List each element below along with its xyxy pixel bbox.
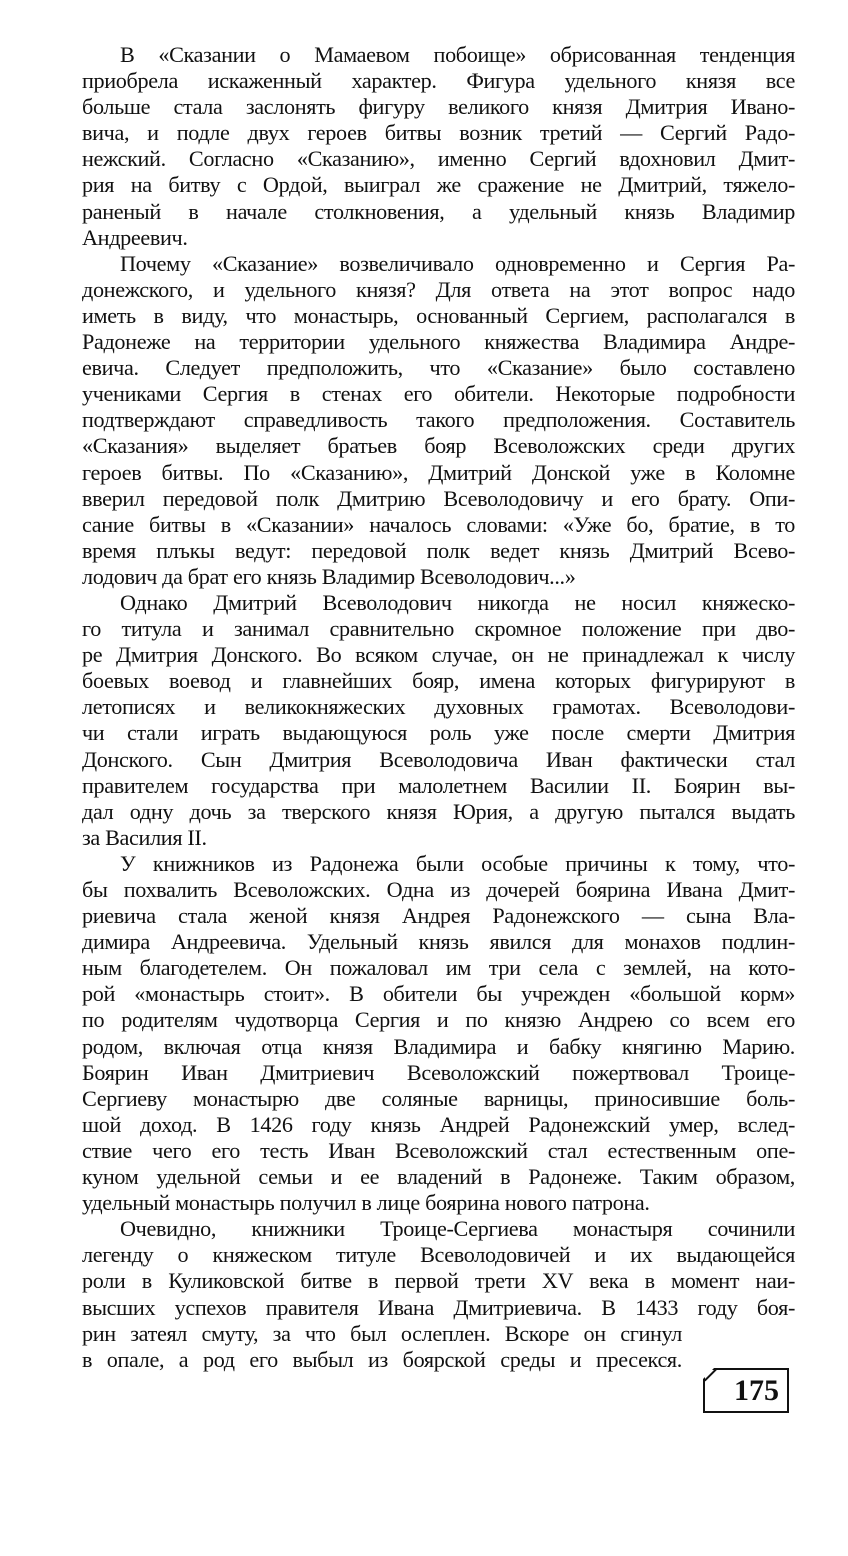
text-line: риевича стала женой князя Андрея Радонежского — сына Вла- xyxy=(82,903,795,929)
paragraph-5 xyxy=(82,1216,795,1373)
paragraph-3 xyxy=(82,590,795,851)
text-line: ре Дмитрия Донского. Во всяком случае, он не принадлежал к числу xyxy=(82,642,795,668)
text-line: «Сказания» выделяет братьев бояр Всеволожских среди других xyxy=(82,433,795,459)
text-line: рин затеял смуту, за что был ослеплен. Вскоре он сгинул xyxy=(82,1320,682,1346)
text-line: иметь в виду, что монастырь, основанный Сергием, располагался в xyxy=(82,302,795,328)
text-line: Донского. Сын Дмитрия Всеволодовича Иван фактически стал xyxy=(82,746,795,772)
text-line: удельный монастырь получил в лице боярина нового патрона. xyxy=(82,1190,650,1216)
text-line: шой доход. В 1426 году князь Андрей Радонежский умер, вслед- xyxy=(82,1111,795,1137)
text-line: Однако Дмитрий Всеволодович никогда не носил княжеско- xyxy=(120,589,795,615)
text-line: вича, и подле двух героев битвы возник третий — Сергий Радо- xyxy=(82,120,795,146)
text-line: в опале, а род его выбыл из боярской среды и пресекся. xyxy=(82,1346,682,1372)
text-line: по родителям чудотворца Сергия и по князю Андрею со всем его xyxy=(82,1007,795,1033)
text-line: чи стали играть выдающуюся роль уже после смерти Дмитрия xyxy=(82,720,795,746)
text-line: подтверждают справедливость такого предположения. Составитель xyxy=(82,407,795,433)
text-line: Почему «Сказание» возвеличивало одновременно и Сергия Ра- xyxy=(120,250,795,276)
text-line: нежский. Согласно «Сказанию», именно Сергий вдохновил Дмит- xyxy=(82,146,795,172)
text-line: ствие чего его тесть Иван Всеволожский стал естественным опе- xyxy=(82,1137,795,1163)
text-line: высших успехов правителя Ивана Дмитриевича. В 1433 году боя- xyxy=(82,1294,795,1320)
text-line: родом, включая отца князя Владимира и бабку княгиню Марию. xyxy=(82,1033,795,1059)
text-line: летописях и великокняжеских духовных грамотах. Всеволодови- xyxy=(82,694,795,720)
text-line: димира Андреевича. Удельный князь явился для монахов подлин- xyxy=(82,929,795,955)
page-number-box xyxy=(703,1368,789,1413)
text-line: У книжников из Радонежа были особые причины к тому, что- xyxy=(120,850,795,876)
text-line: В «Сказании о Мамаевом побоище» обрисованная тенденция xyxy=(120,42,795,67)
text-line: время плъкы ведут: передовой полк ведет князь Дмитрий Всево- xyxy=(82,537,795,563)
text-line: лодович да брат его князь Владимир Всеволодович...» xyxy=(82,563,576,589)
text-line: рой «монастырь стоит». В обители бы учрежден «большой корм» xyxy=(82,981,795,1007)
text-line: донежского, и удельного князя? Для ответа на этот вопрос надо xyxy=(82,276,795,302)
text-line: роли в Куликовской битве в первой трети XV века в момент наи- xyxy=(82,1268,795,1294)
text-line: бы похвалить Всеволожских. Одна из дочерей боярина Ивана Дмит- xyxy=(82,877,795,902)
text-line: евича. Следует предположить, что «Сказание» было составлено xyxy=(82,355,795,381)
text-line: за Василия II. xyxy=(82,824,207,850)
text-line: Радонеже на территории удельного княжества Владимира Андре- xyxy=(82,329,795,355)
text-line: дал одну дочь за тверского князя Юрия, а другую пытался выдать xyxy=(82,798,795,824)
paragraph-1 xyxy=(82,42,795,251)
text-line: сание битвы в «Сказании» началось словами: «Уже бо, братие, в то xyxy=(82,511,795,537)
text-line: рия на битву с Ордой, выиграл же сражение не Дмитрий, тяжело- xyxy=(82,172,795,198)
text-line: го титула и занимал сравнительно скромное положение при дво- xyxy=(82,616,795,642)
text-line: куном удельной семьи и ее владений в Радонеже. Таким образом, xyxy=(82,1164,795,1190)
text-line: больше стала заслонять фигуру великого князя Дмитрия Ивано- xyxy=(82,94,795,120)
text-line: боевых воевод и главнейших бояр, имена которых фигурируют в xyxy=(82,668,795,694)
page-body xyxy=(82,42,795,1373)
text-line: ным благодетелем. Он пожаловал им три села с землей, на кото- xyxy=(82,955,795,981)
text-line: Очевидно, книжники Троице-Сергиева монастыря сочинили xyxy=(120,1216,795,1242)
text-line: учениками Сергия в стенах его обители. Некоторые подробности xyxy=(82,381,795,407)
text-line: героев битвы. По «Сказанию», Дмитрий Донской уже в Коломне xyxy=(82,459,795,485)
paragraph-4 xyxy=(82,851,795,1216)
text-line: вверил передовой полк Дмитрию Всеволодовичу и его брату. Опи- xyxy=(82,485,795,511)
text-line: Андреевич. xyxy=(82,224,188,250)
page-number: 175 xyxy=(734,1373,779,1407)
text-line: легенду о княжеском титуле Всеволодовичей и их выдающейся xyxy=(82,1242,795,1268)
text-line: приобрела искаженный характер. Фигура удельного князя все xyxy=(82,68,795,94)
text-line: раненый в начале столкновения, а удельный князь Владимир xyxy=(82,198,795,224)
paragraph-2 xyxy=(82,251,795,590)
text-line: правителем государства при малолетнем Василии II. Боярин вы- xyxy=(82,772,795,798)
text-line: Боярин Иван Дмитриевич Всеволожский пожертвовал Троице- xyxy=(82,1059,795,1085)
text-line: Сергиеву монастырю две соляные варницы, приносившие боль- xyxy=(82,1085,795,1111)
